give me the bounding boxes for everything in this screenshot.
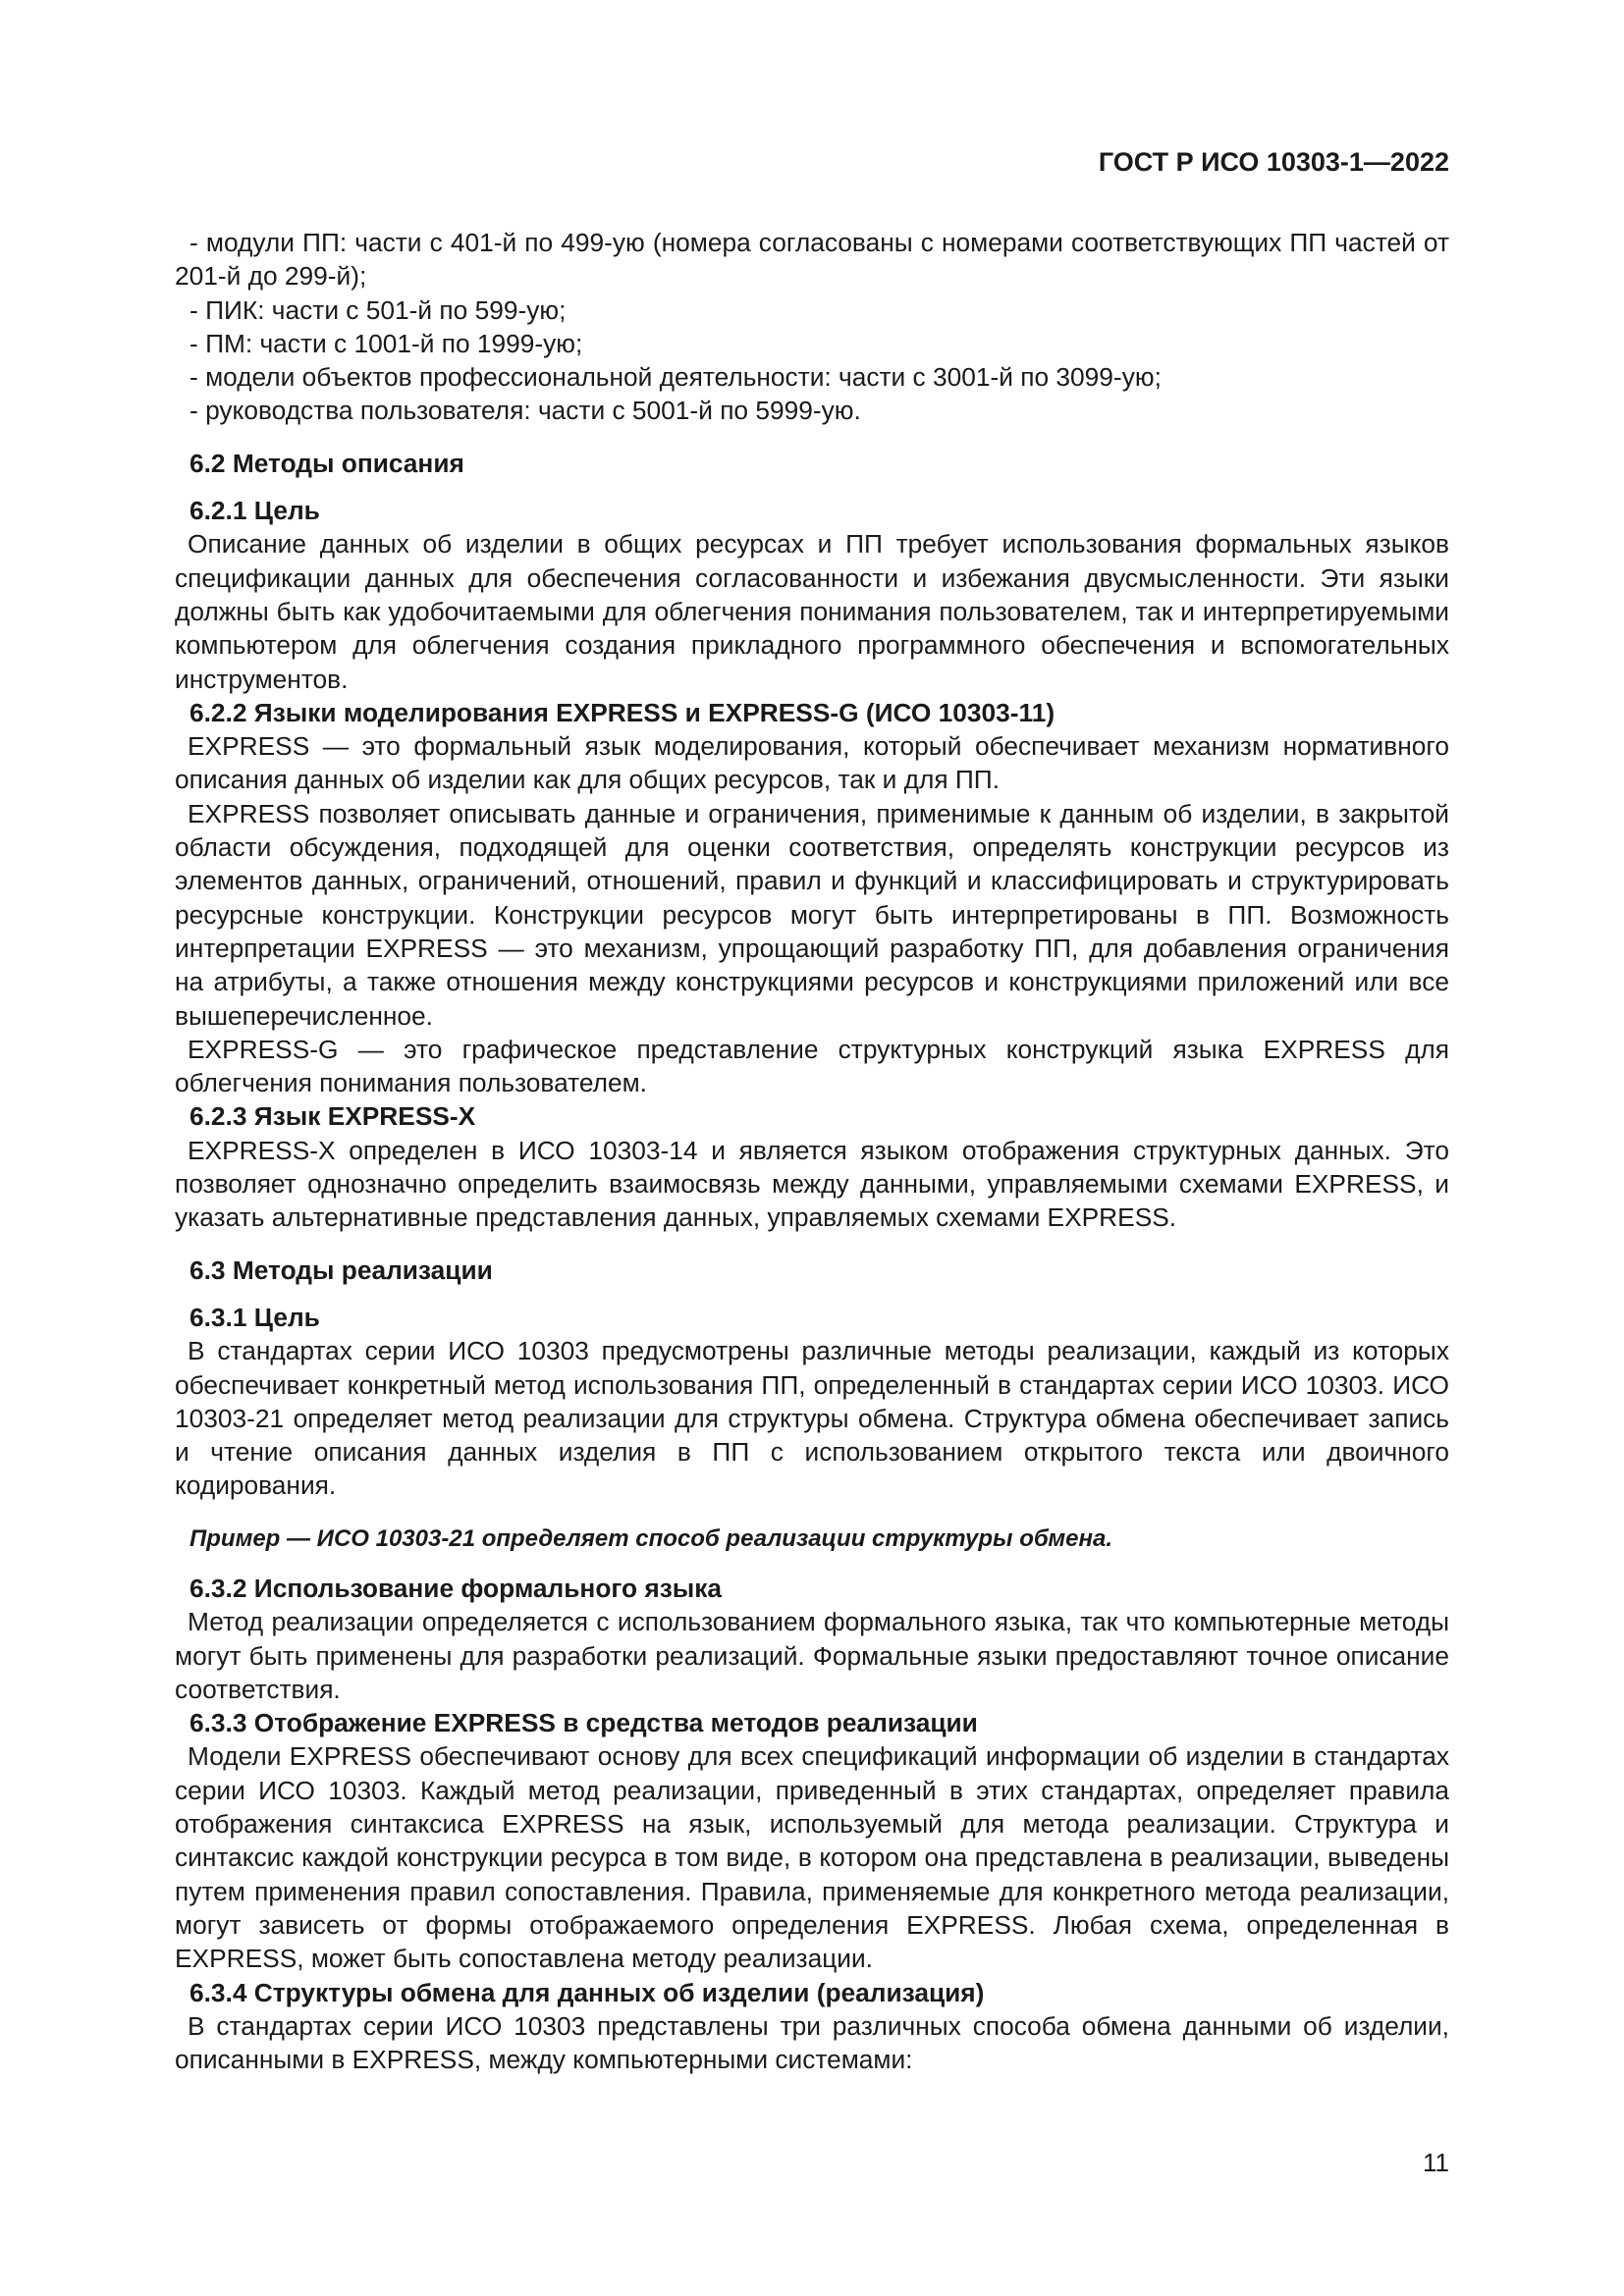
page-content [175, 226, 1449, 2076]
list-item: - модули ПП: части с 401-й по 499-ую (номера согласованы с номерами соответствующих ПП частей от 201-й до 299-й); [175, 228, 1449, 292]
subsection-heading-6-3-1: 6.3.1 Цель [189, 1302, 320, 1332]
list-item: - ПИК: части с 501-й по 599-ую; [189, 294, 567, 325]
subsection-heading-6-2-1: 6.2.1 Цель [189, 496, 320, 526]
paragraph: EXPRESS-X определен в ИСО 10303-14 и является языком отображения структурных данных. Это позволяет однозначно определить взаимосвязь между данными, управляемыми схемами EXPRESS, и указать альтернативные представления данных, управляемых схемами EXPRESS. [175, 1135, 1449, 1233]
list-item: - ПМ: части с 1001-й по 1999-ую; [189, 328, 583, 358]
subsection-heading-6-3-4: 6.3.4 Структуры обмена для данных об изделии (реализация) [189, 1977, 985, 2007]
page-number: 11 [1423, 2148, 1449, 2177]
section-heading-6-3: 6.3 Методы реализации [189, 1255, 493, 1285]
subsection-heading-6-3-3: 6.3.3 Отображение EXPRESS в средства методов реализации [189, 1708, 978, 1738]
subsection-heading-6-2-2: 6.2.2 Языки моделирования EXPRESS и EXPRESS-G (ИСО 10303-11) [189, 697, 1056, 727]
subsection-heading-6-3-2: 6.3.2 Использование формального языка [189, 1573, 723, 1603]
example-note: Пример — ИСО 10303-21 определяет способ реализации структуры обмена. [189, 1524, 1113, 1552]
list-item: - модели объектов профессиональной деятельности: части с 3001-й по 3099-ую; [189, 362, 1162, 393]
paragraph: Метод реализации определяется с использованием формального языка, так что компьютерные методы могут быть применены для разработки реализаций. Формальные языки предоставляют точное описание соответствия. [175, 1607, 1449, 1704]
paragraph: Описание данных об изделии в общих ресурсах и ПП требует использования формальных языков спецификации данных для обеспечения согласованности и избежания двусмысленности. Эти языки должны быть как удобочитаемыми для облегчения понимания пользователем, так и интерпретируемыми компьютером для облегчения создания прикладного программного обеспечения и вспомогательных инструментов. [175, 529, 1449, 694]
subsection-heading-6-2-3: 6.2.3 Язык EXPRESS-X [189, 1101, 476, 1132]
document-header: ГОСТ Р ИСО 10303-1—2022 [1098, 147, 1449, 177]
paragraph: В стандартах серии ИСО 10303 предусмотрены различные методы реализации, каждый из которых обеспечивает конкретный метод использования ПП, определенный в стандартах серии ИСО 10303. ИСО 10303-21 определяет метод реализации для структуры обмена. Структура обмена обеспечивает запись и чтение описания данных изделия в ПП с использованием открытого текста или двоичного кодирования. [175, 1336, 1449, 1501]
section-heading-6-2: 6.2 Методы описания [189, 448, 464, 478]
paragraph: В стандартах серии ИСО 10303 представлены три различных способа обмена данными об изделии, описанными в EXPRESS, между компьютерными системами: [175, 2010, 1449, 2075]
paragraph: EXPRESS — это формальный язык моделирования, который обеспечивает механизм нормативного описания данных об изделии как для общих ресурсов, так и для ПП. [175, 731, 1449, 795]
paragraph: EXPRESS-G — это графическое представление структурных конструкций языка EXPRESS для облегчения понимания пользователем. [175, 1034, 1449, 1098]
paragraph: EXPRESS позволяет описывать данные и ограничения, применимые к данным об изделии, в закрытой области обсуждения, подходящей для оценки соответствия, определять конструкции ресурсов из элементов данных, ограничений, отношений, правил и функций и классифицировать и структурировать ресурсные конструкции. Конструкции ресурсов могут быть интерпретированы в ПП. Возможность интерпретации EXPRESS — это механизм, упрощающий разработку ПП, для добавления ограничения на атрибуты, а также отношения между конструкциями ресурсов и конструкциями приложений или все вышеперечисленное. [175, 798, 1449, 1031]
paragraph: Модели EXPRESS обеспечивают основу для всех спецификаций информации об изделии в стандартах серии ИСО 10303. Каждый метод реализации, приведенный в этих стандартах, определяет правила отображения синтаксиса EXPRESS на язык, используемый для метода реализации. Структура и синтаксис каждой конструкции ресурса в том виде, в котором она представлена в реализации, выведены путем применения правил сопоставления. Правила, применяемые для конкретного метода реализации, могут зависеть от формы отображаемого определения EXPRESS. Любая схема, определенная в EXPRESS, может быть сопоставлена методу реализации. [175, 1741, 1449, 1974]
list-item: - руководства пользователя: части с 5001-й по 5999-ую. [189, 396, 861, 426]
